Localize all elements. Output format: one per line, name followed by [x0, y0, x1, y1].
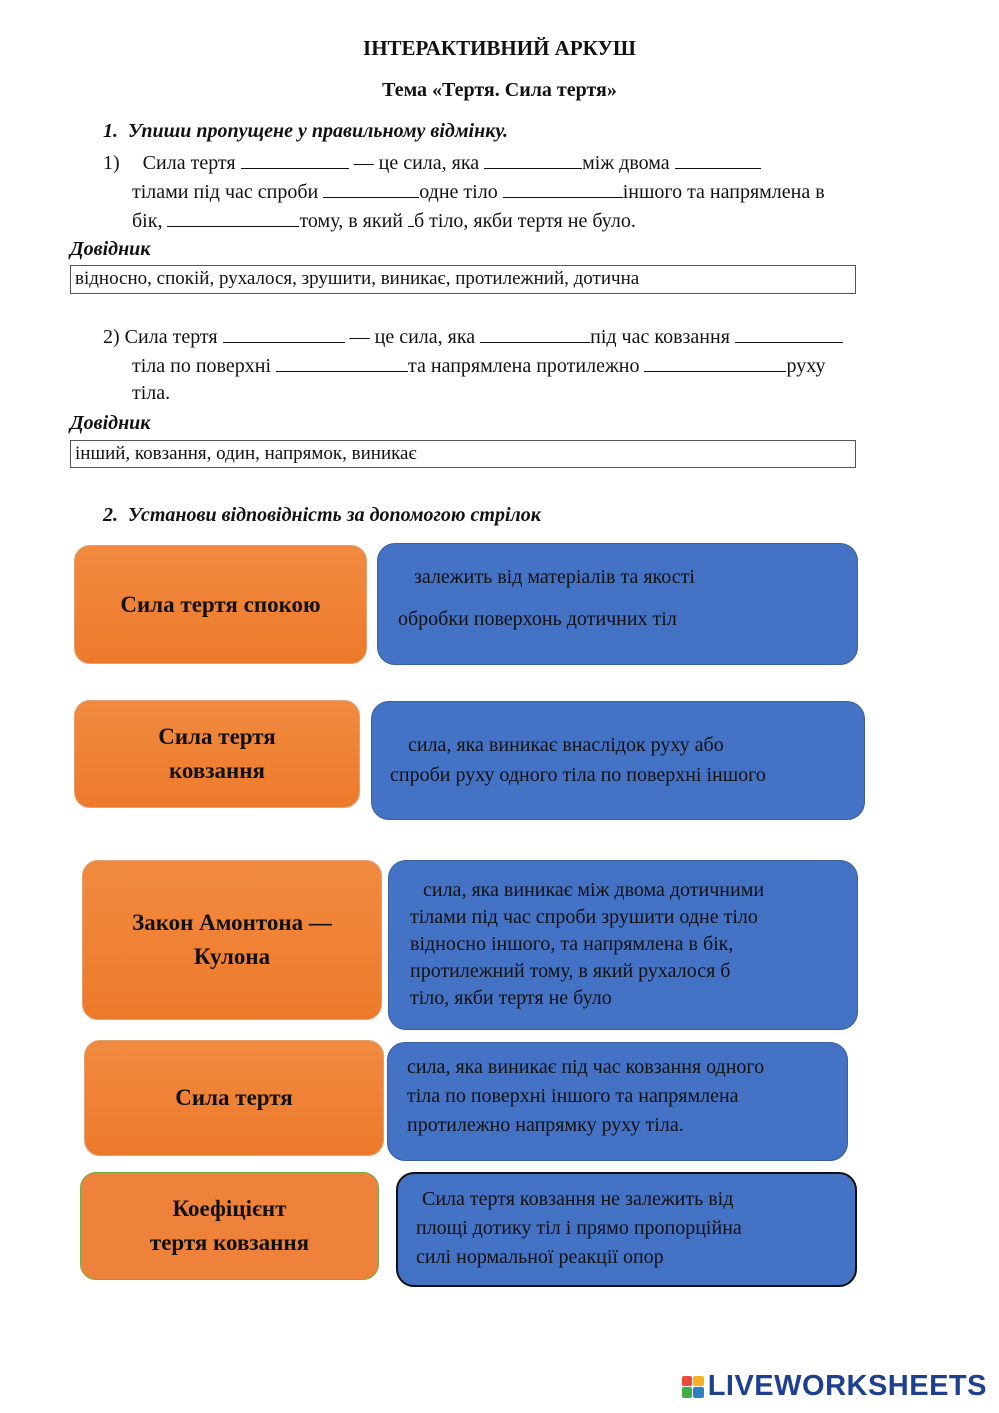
definition-box[interactable]: [396, 1172, 857, 1287]
liveworksheets-logo: [682, 1370, 987, 1403]
text: бік,: [132, 210, 163, 232]
item1-line3: [132, 208, 636, 233]
term-label: Сила тертя: [175, 1085, 293, 1110]
definition-line: Сила тертя ковзання не залежить від: [422, 1188, 734, 1210]
term-label: тертя ковзання: [149, 1230, 310, 1255]
definition-line: площі дотику тіл і прямо пропорційна: [416, 1217, 742, 1239]
logo-square: [682, 1387, 693, 1398]
reference-box-1: відносно, спокій, рухалося, зрушити, виникає, протилежний, дотична: [70, 265, 856, 294]
text: під час ковзання: [590, 326, 730, 348]
text: одне тіло: [419, 181, 498, 203]
logo-square: [693, 1376, 704, 1387]
task2-heading-text: Установи відповідність за допомогою стрілок: [128, 504, 541, 526]
logo-square: [693, 1387, 704, 1398]
term-box[interactable]: [82, 860, 382, 1020]
liveworksheets-logo-icon: [682, 1376, 704, 1398]
logo-square: [682, 1376, 693, 1387]
definition-box[interactable]: [387, 1042, 848, 1161]
term-label: Закон Амонтона —: [132, 910, 332, 935]
definition-box[interactable]: [388, 860, 858, 1030]
item1-line2: [132, 179, 825, 204]
blank-1-5[interactable]: [503, 179, 623, 198]
reference-box-2: інший, ковзання, один, напрямок, виникає: [70, 440, 856, 468]
text: та напрямлена протилежно: [408, 355, 640, 377]
definition-line: тілами під час спроби зрушити одне тіло: [410, 906, 758, 928]
blank-1-2[interactable]: [484, 150, 582, 169]
text: тому, в який: [299, 210, 403, 232]
text: тіла по поверхні: [132, 355, 272, 377]
definition-box[interactable]: [371, 701, 865, 820]
reference-label-1: Довідник: [70, 238, 151, 260]
text: Сила тертя: [142, 152, 236, 174]
text: іншого та напрямлена в: [622, 181, 825, 203]
definition-line: сила, яка виникає між двома дотичними: [423, 879, 765, 901]
item2-number: 2): [103, 326, 120, 348]
definition-line: залежить від матеріалів та якості: [414, 566, 695, 588]
definition-line: обробки поверхонь дотичних тіл: [398, 608, 677, 630]
term-box[interactable]: [74, 545, 367, 664]
term-label: ковзання: [168, 758, 265, 783]
definition-line: сила, яка виникає внаслідок руху або: [408, 734, 724, 756]
task1-heading: [103, 120, 508, 143]
text: — це сила, яка: [349, 326, 476, 348]
definition-line: силі нормальної реакції опор: [416, 1246, 664, 1268]
definition-line: тіло, якби тертя не було: [410, 987, 612, 1009]
text: б тіло, якби тертя не було.: [413, 210, 636, 232]
definition-line: відносно іншого, та напрямлена в бік,: [410, 933, 734, 955]
item1-number: 1): [103, 152, 120, 174]
term-label: Сила тертя: [158, 724, 276, 749]
task1-number: 1.: [103, 120, 118, 142]
item1-line1: [103, 150, 761, 175]
term-box[interactable]: [80, 1172, 379, 1280]
blank-1-6[interactable]: [167, 208, 299, 227]
text: Сила тертя: [124, 326, 218, 348]
definition-line: сила, яка виникає під час ковзання одного: [407, 1056, 765, 1078]
definition-box[interactable]: [377, 543, 858, 665]
task2-heading: [103, 504, 541, 527]
page-subtitle: Тема «Тертя. Сила тертя»: [382, 79, 617, 101]
definition-line: тіла по поверхні іншого та напрямлена: [407, 1085, 739, 1107]
text: — це сила, яка: [353, 152, 480, 174]
text: між двома: [582, 152, 670, 174]
text: руху: [786, 355, 826, 377]
logo-text: LIVEWORKSHEETS: [707, 1370, 987, 1402]
term-label: Коефіцієнт: [172, 1196, 287, 1221]
term-box[interactable]: [84, 1040, 384, 1156]
term-label: Сила тертя спокою: [120, 591, 321, 617]
definition-line: протилежний тому, в який рухалося б: [410, 960, 731, 982]
text: тілами під час спроби: [132, 181, 319, 203]
definition-line: протилежно напрямку руху тіла.: [407, 1114, 684, 1136]
blank-2-4[interactable]: [276, 353, 408, 372]
item2-line3: тіла.: [132, 382, 171, 404]
blank-1-4[interactable]: [323, 179, 419, 198]
blank-1-1[interactable]: [241, 150, 349, 169]
term-box[interactable]: [74, 700, 360, 808]
definition-line: спроби руху одного тіла по поверхні іншого: [390, 764, 766, 786]
term-label: Кулона: [193, 944, 271, 969]
page-title: ІНТЕРАКТИВНИЙ АРКУШ: [363, 36, 636, 60]
reference-label-2: Довідник: [70, 412, 151, 434]
task2-number: 2.: [103, 504, 118, 526]
blank-2-1[interactable]: [223, 324, 345, 343]
item2-line2: [132, 353, 825, 378]
blank-2-2[interactable]: [480, 324, 590, 343]
task1-heading-text: Упиши пропущене у правильному відмінку.: [128, 120, 508, 142]
blank-1-3[interactable]: [675, 150, 761, 169]
item2-line1: [103, 324, 843, 349]
blank-2-3[interactable]: [735, 324, 843, 343]
blank-2-5[interactable]: [644, 353, 786, 372]
